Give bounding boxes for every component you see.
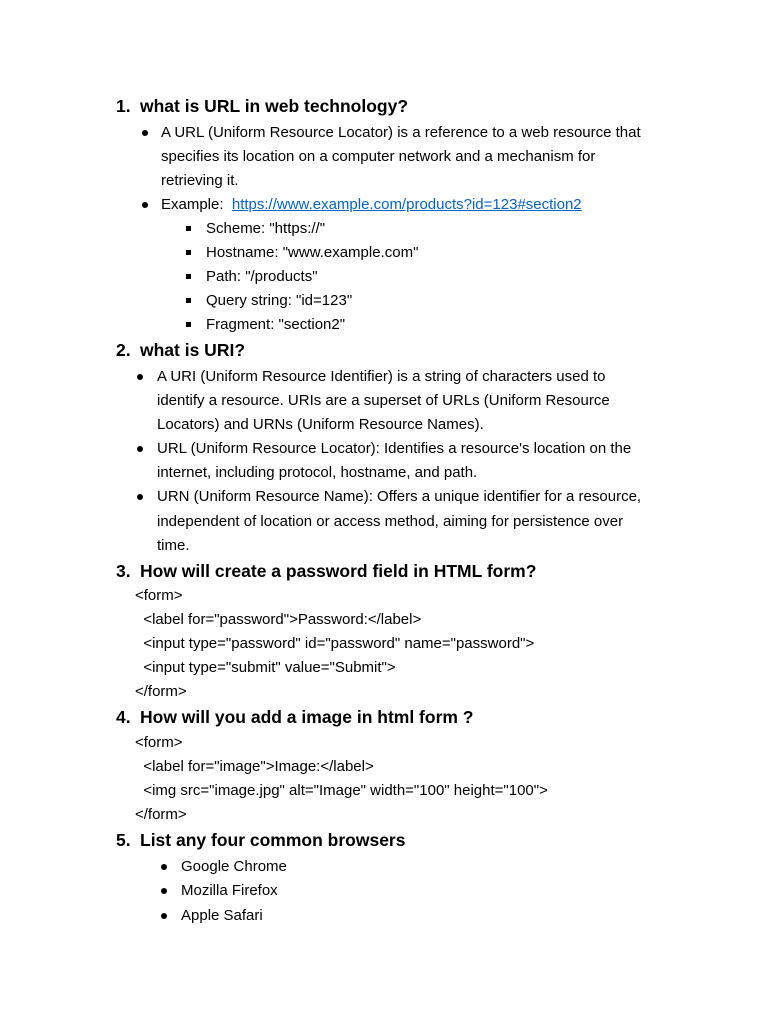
code-line: <label for="image">Image:</label> [135, 758, 374, 775]
section-5-heading [116, 828, 405, 852]
sub-item: Query string: "id=123" [206, 292, 353, 309]
section-number: 3. [116, 561, 131, 581]
text-line: A URL (Uniform Resource Locator) is a reference to a web resource that [161, 124, 641, 141]
text-line: time. [157, 537, 190, 554]
example-line [161, 193, 582, 217]
text-line: URL (Uniform Resource Locator): Identifies a resource's location on the [157, 440, 632, 457]
sub-item: Path: "/products" [206, 268, 318, 285]
section-title: List any four common browsers [140, 830, 406, 850]
text-line: URN (Uniform Resource Name): Offers a unique identifier for a resource, [157, 488, 642, 505]
code-line: </form> [135, 683, 187, 700]
section-number: 5. [116, 830, 131, 850]
section-1-heading [116, 94, 408, 118]
example-url-link[interactable]: https://www.example.com/products?id=123#section2 [231, 196, 582, 213]
section-2-heading [116, 338, 245, 362]
code-line: <img src="image.jpg" alt="Image" width="100" height="100"> [135, 782, 548, 799]
bullet-icon [142, 202, 148, 208]
code-line: <form> [135, 587, 183, 604]
text-line: internet, including protocol, hostname, and path. [157, 464, 478, 481]
code-line: </form> [135, 806, 187, 823]
square-bullet-icon [186, 226, 191, 231]
section-number: 4. [116, 707, 131, 727]
section-number: 2. [116, 340, 131, 360]
browser-item: Mozilla Firefox [181, 882, 278, 899]
square-bullet-icon [186, 250, 191, 255]
code-line: <label for="password">Password:</label> [135, 611, 422, 628]
section-4-heading [116, 705, 474, 729]
text-line: retrieving it. [161, 172, 239, 189]
section-title: How will you add a image in html form ? [140, 707, 474, 727]
example-label: Example: [161, 196, 224, 213]
bullet-icon [137, 374, 143, 380]
sub-item: Hostname: "www.example.com" [206, 244, 419, 261]
bullet-icon [161, 888, 167, 894]
bullet-icon [161, 913, 167, 919]
code-line: <input type="submit" value="Submit"> [135, 659, 396, 676]
code-line: <form> [135, 734, 183, 751]
bullet-icon [137, 494, 143, 500]
sub-item: Scheme: "https://" [206, 220, 326, 237]
text-line: identify a resource. URIs are a superset of URLs (Uniform Resource [157, 392, 610, 409]
square-bullet-icon [186, 274, 191, 279]
square-bullet-icon [186, 298, 191, 303]
browser-item: Apple Safari [181, 907, 263, 924]
square-bullet-icon [186, 322, 191, 327]
text-line: Locators) and URNs (Uniform Resource Names). [157, 416, 484, 433]
section-title: what is URI? [140, 340, 246, 360]
bullet-icon [137, 446, 143, 452]
bullet-icon [142, 130, 148, 136]
browser-item: Google Chrome [181, 858, 287, 875]
section-title: what is URL in web technology? [140, 96, 409, 116]
sub-item: Fragment: "section2" [206, 316, 346, 333]
section-number: 1. [116, 96, 131, 116]
section-3-heading [116, 559, 536, 583]
text-line: independent of location or access method, aiming for persistence over [157, 513, 624, 530]
bullet-icon [161, 864, 167, 870]
text-line: A URI (Uniform Resource Identifier) is a string of characters used to [157, 368, 606, 385]
text-line: specifies its location on a computer network and a mechanism for [161, 148, 596, 165]
code-line: <input type="password" id="password" name="password"> [135, 635, 535, 652]
section-title: How will create a password field in HTML form? [140, 561, 537, 581]
